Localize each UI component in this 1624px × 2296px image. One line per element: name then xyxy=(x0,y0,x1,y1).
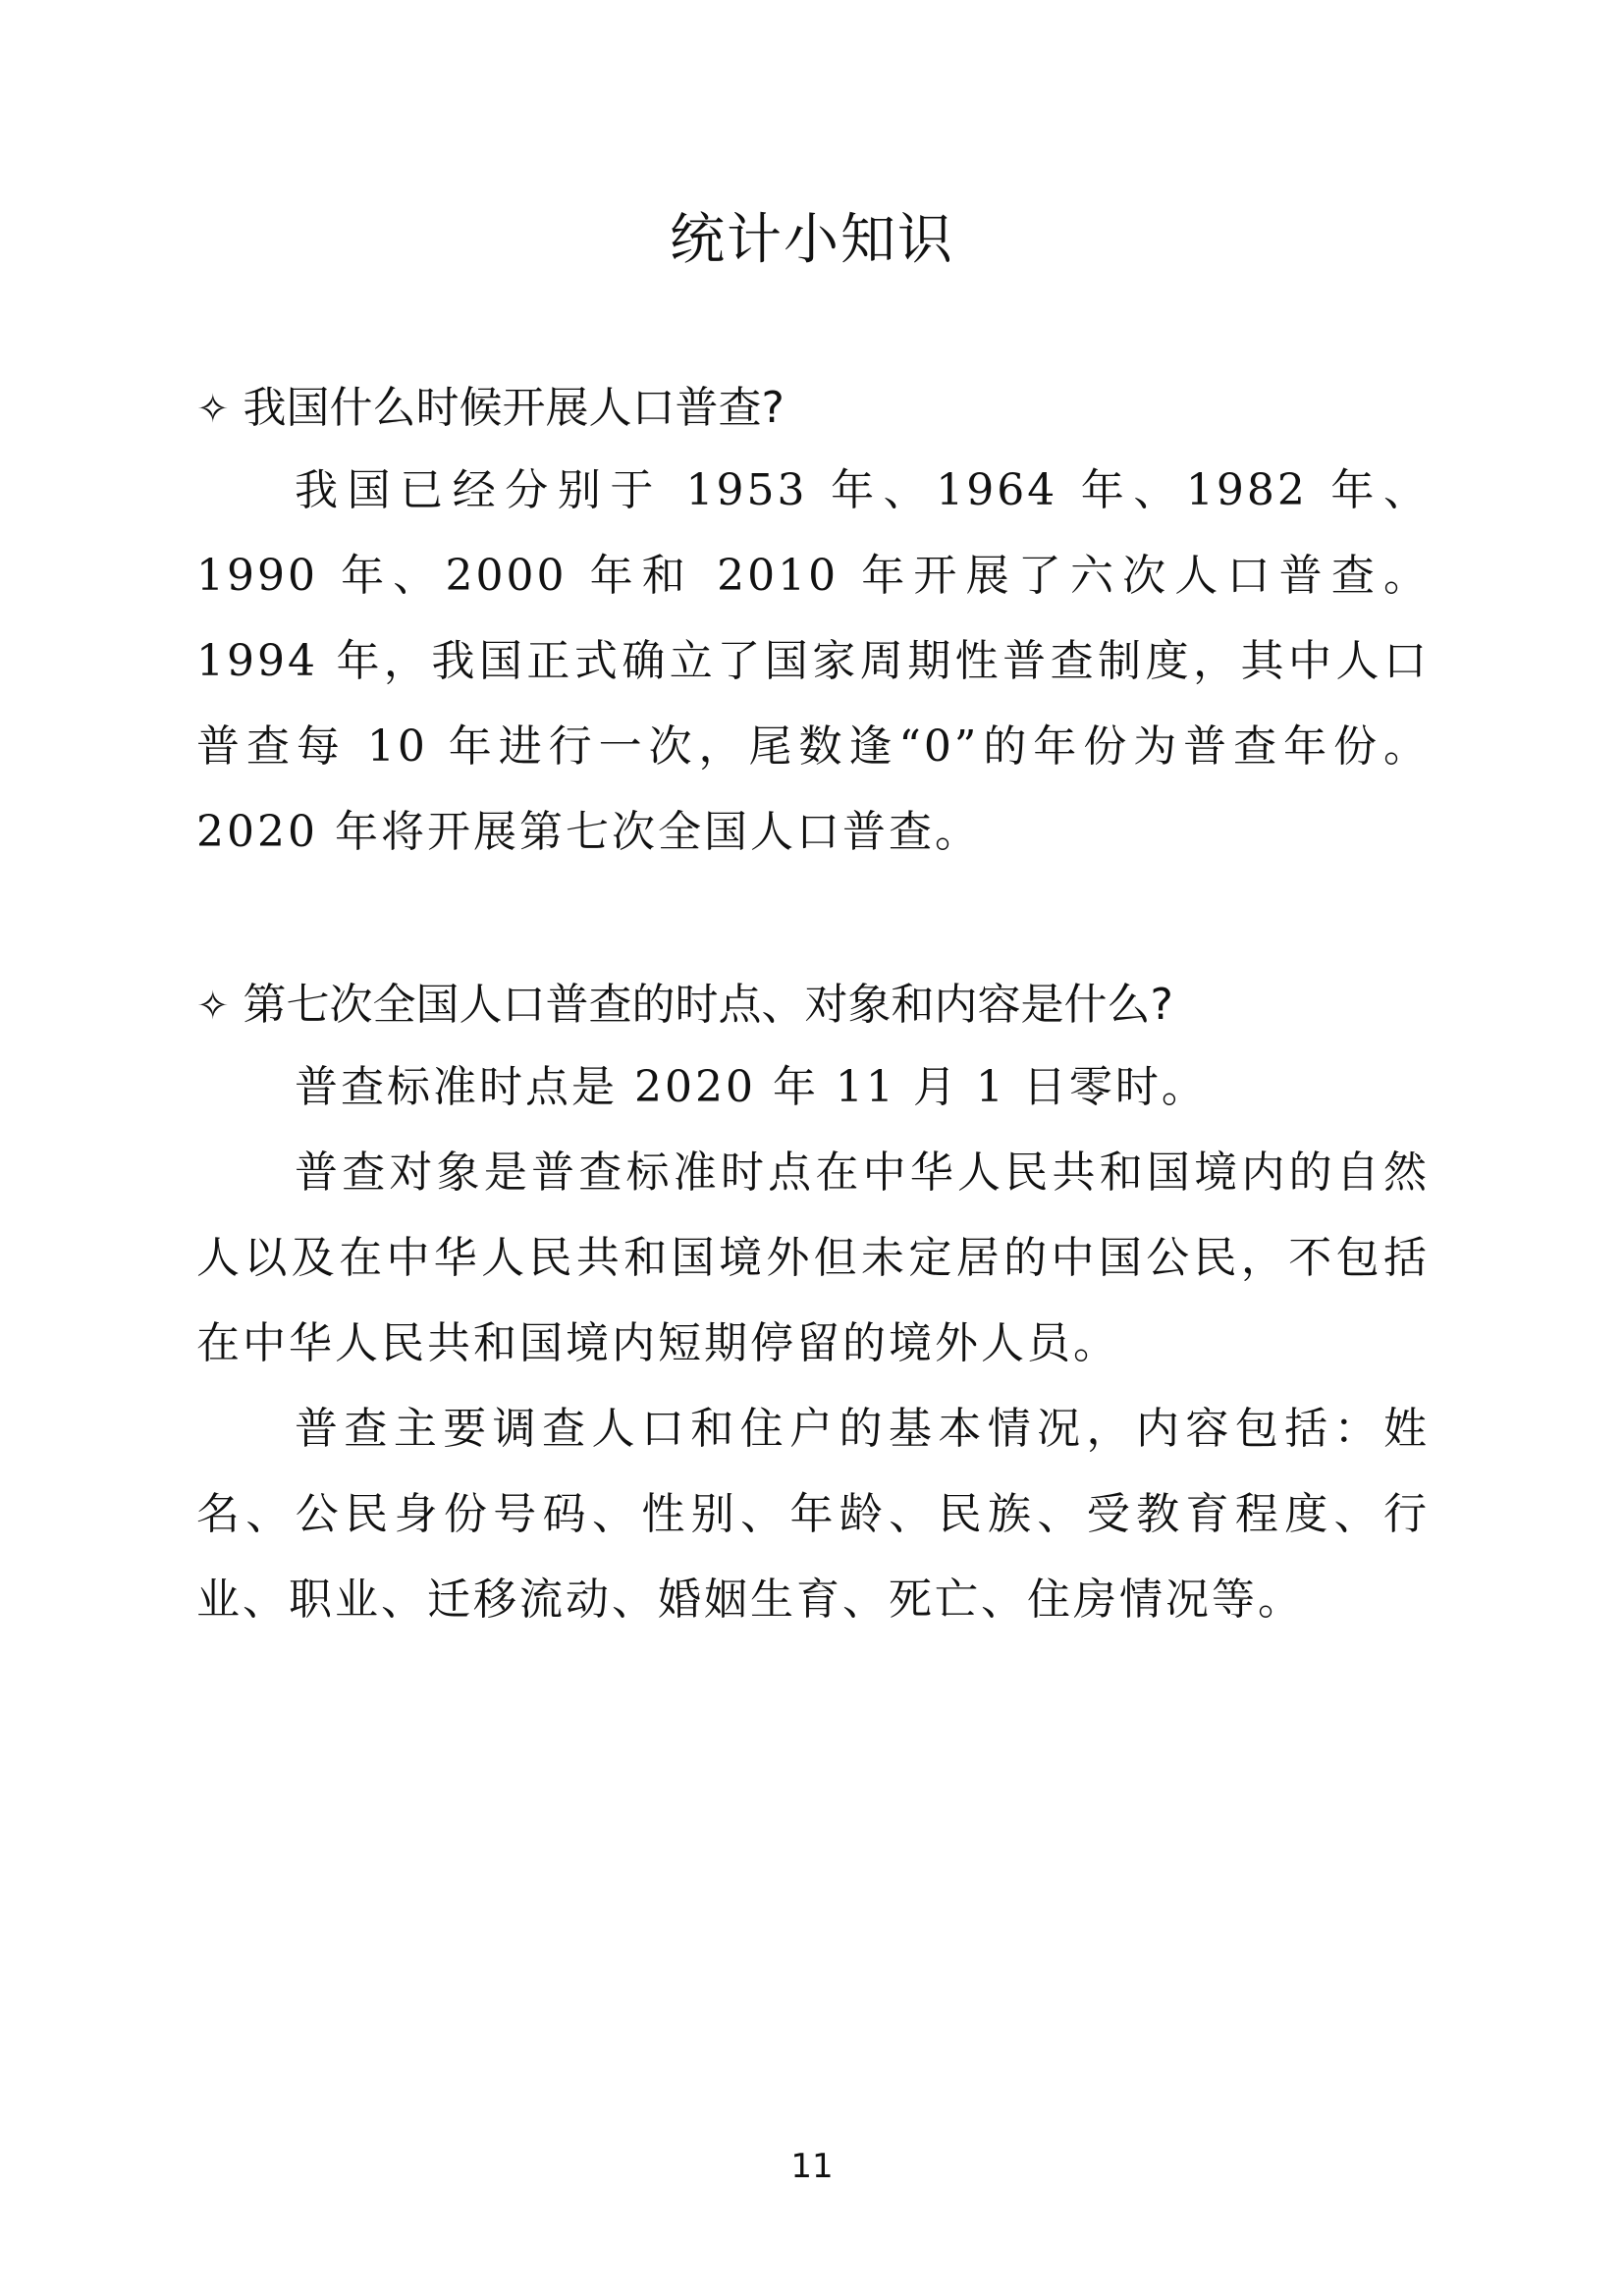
section-2-paragraph-3: 普查主要调查人口和住户的基本情况，内容包括：姓名、公民身份号码、性别、年龄、民族、受教育程度、行业、职业、迁移流动、婚姻生育、死亡、住房情况等。 xyxy=(196,1404,1430,1625)
section-1-question-text: 我国什么时候开展人口普查? xyxy=(243,383,785,433)
section-2-question-text: 第七次全国人口普查的时点、对象和内容是什么? xyxy=(243,980,1173,1030)
section-2-paragraph-1: 普查标准时点是 2020 年 11 月 1 日零时。 xyxy=(295,1062,1208,1112)
sparkle-bullet-icon: ✧ xyxy=(196,984,230,1029)
page-title: 统计小知识 xyxy=(670,208,954,272)
section-2-question xyxy=(196,976,1434,1036)
section-2-paragraph-2: 普查对象是普查标准时点在中华人民共和国境内的自然人以及在中华人民共和国境外但未定居的中国公民，不包括在中华人民共和国境内短期停留的境外人员。 xyxy=(196,1148,1430,1368)
section-1-question xyxy=(196,379,1434,439)
sparkle-bullet-icon: ✧ xyxy=(196,387,230,432)
section-1-paragraph-1: 我国已经分别于 1953 年、1964 年、1982 年、1990 年、2000 年和 2010 年开展了六次人口普查。1994 年，我国正式确立了国家周期性普查制度，其中人口普查每 10 年进行一次，尾数逢“0”的年份为普查年份。2020 年将开展第七次全国人口普查。 xyxy=(196,465,1430,857)
page-number: 11 xyxy=(790,2147,834,2186)
